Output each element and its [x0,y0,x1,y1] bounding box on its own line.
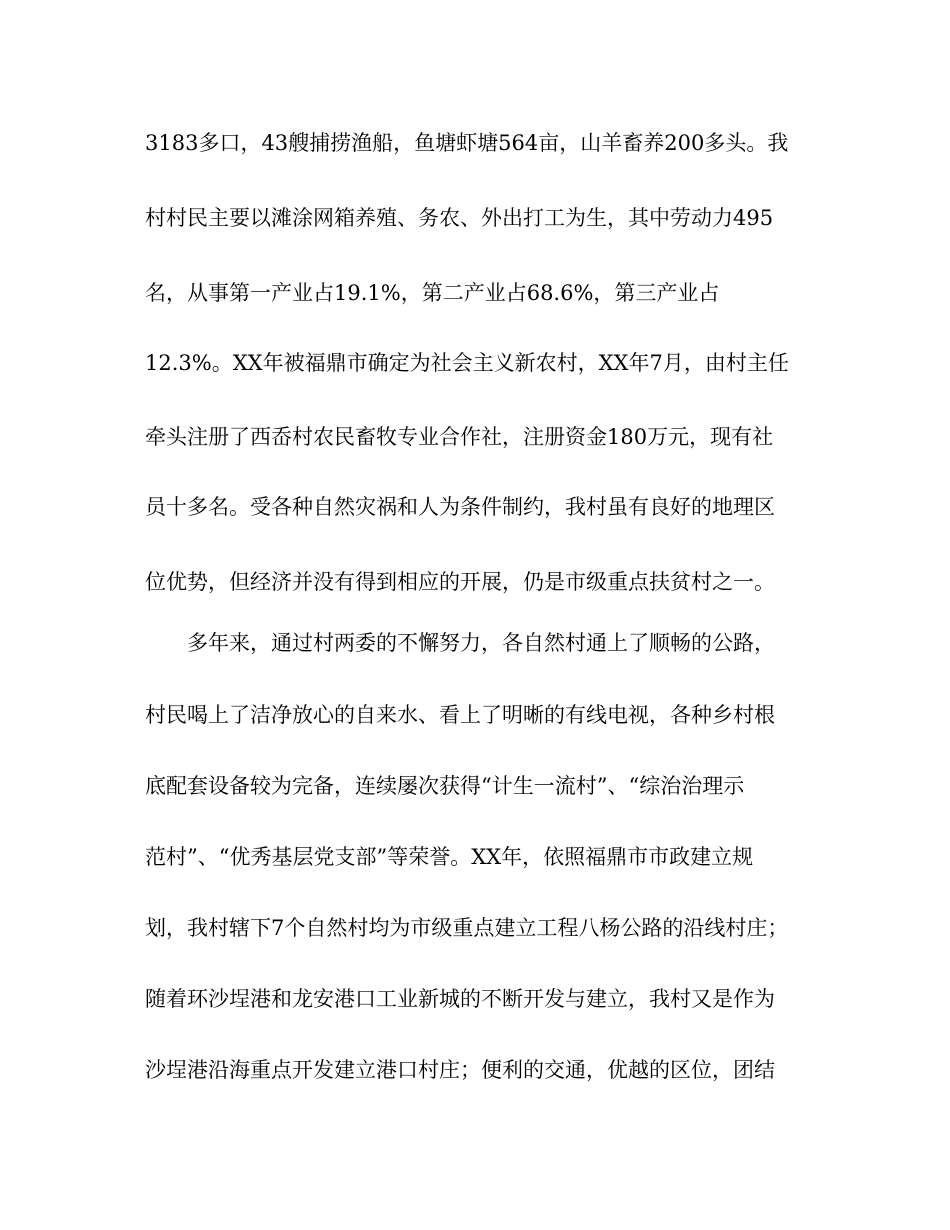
text-line: 员十多名。受各种自然灾祸和人为条件制约，我村虽有良好的地理区 [145,495,775,519]
paragraph-first-line: 多年来，通过村两委的不懈努力，各自然村通上了顺畅的公路， [187,631,775,655]
text-line: 牵头注册了西岙村农民畜牧专业合作社，注册资金180万元，现有社 [145,425,774,449]
text-line: 村村民主要以滩涂网箱养殖、务农、外出打工为生，其中劳动力495 [145,206,774,230]
text-line: 底配套设备较为完备，连续屡次获得“计生一流村”、“综治治理示 [145,774,745,798]
text-line: 范村”、“优秀基层党支部”等荣誉。XX年，依照福鼎市市政建立规 [145,845,754,869]
text-line: 3183多口，43艘捕捞渔船，鱼塘虾塘564亩，山羊畜养200多头。我 [145,131,789,155]
text-line: 沙埕港沿海重点开发建立港口村庄；便利的交通，优越的区位，团结 [145,1058,775,1082]
text-line: 村民喝上了洁净放心的自来水、看上了明晰的有线电视，各种乡村根 [145,703,775,727]
text-line: 12.3%。XX年被福鼎市确定为社会主义新农村，XX年7月，由村主任 [145,351,789,375]
text-line: 划，我村辖下7个自然村均为市级重点建立工程八杨公路的沿线村庄； [145,916,789,940]
text-line: 随着环沙埕港和龙安港口工业新城的不断开发与建立，我村又是作为 [145,987,775,1011]
text-line: 位优势，但经济并没有得到相应的开展，仍是市级重点扶贫村之一。 [145,570,775,594]
text-line: 名，从事第一产业占19.1%，第二产业占68.6%，第三产业占 [145,281,720,305]
